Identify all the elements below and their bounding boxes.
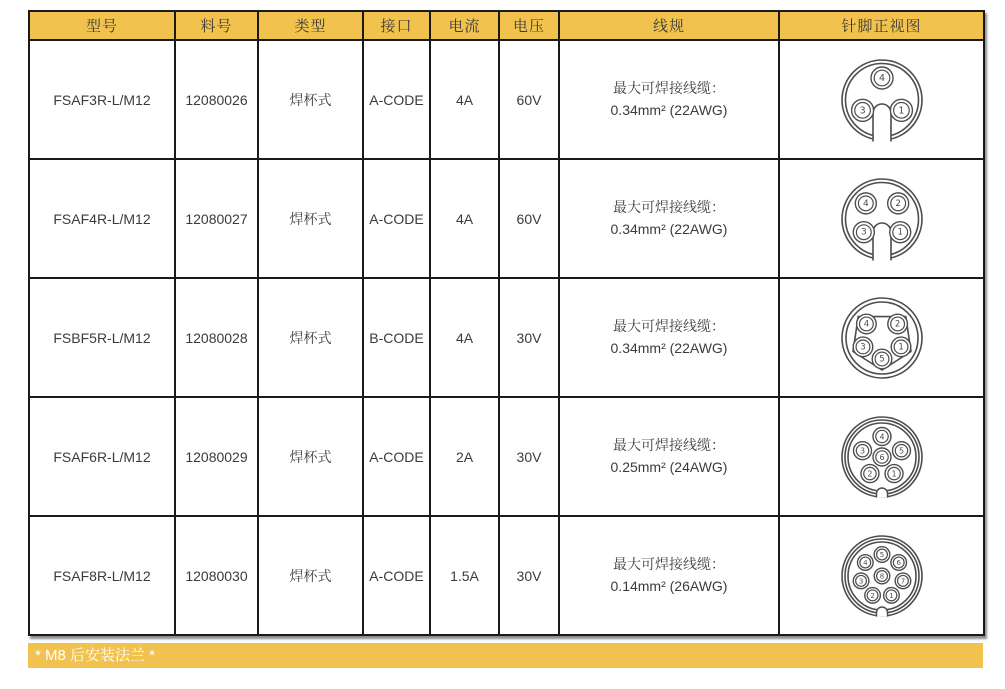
connector-spec-table: [28, 10, 985, 636]
cell-part-no: 12080028: [175, 278, 258, 397]
pin-diagram-3pin: [780, 52, 983, 148]
cell-pin-view: [779, 159, 984, 278]
cell-voltage: 30V: [499, 516, 559, 635]
col-header-wire-gauge: 线规: [559, 11, 779, 40]
col-header-type: 类型: [258, 11, 363, 40]
svg-text:2: 2: [869, 591, 875, 600]
svg-text:8: 8: [879, 572, 884, 580]
svg-text:3: 3: [858, 576, 863, 585]
svg-text:3: 3: [860, 227, 867, 238]
pin-diagram-6pin: [780, 409, 983, 505]
pin-diagram-4pin: [780, 171, 983, 267]
cell-interface: A-CODE: [363, 516, 430, 635]
cell-voltage: 30V: [499, 278, 559, 397]
cell-wire-gauge: [559, 278, 779, 397]
cell-wire-gauge: [559, 159, 779, 278]
cell-pin-view: [779, 397, 984, 516]
wire-gauge-line1: 最大可焊接线缆：: [613, 79, 725, 96]
cell-voltage: 30V: [499, 397, 559, 516]
svg-text:1: 1: [896, 227, 903, 238]
col-header-model: 型号: [29, 11, 175, 40]
svg-text:1: 1: [897, 104, 904, 116]
cell-current: 4A: [430, 159, 499, 278]
svg-text:4: 4: [863, 318, 869, 329]
svg-text:4: 4: [862, 558, 868, 567]
footer-note-text: * M8 后安装法兰 *: [35, 647, 156, 664]
svg-text:2: 2: [866, 469, 872, 479]
cell-part-no: 12080027: [175, 159, 258, 278]
cell-wire-gauge: [559, 516, 779, 635]
svg-text:4: 4: [878, 72, 885, 84]
header-row: [29, 11, 984, 40]
cell-model: FSBF5R-L/M12: [29, 278, 175, 397]
cell-voltage: 60V: [499, 40, 559, 159]
cell-type: 焊杯式: [258, 159, 363, 278]
wire-gauge-line2: 0.34mm² (22AWG): [610, 101, 728, 118]
cell-wire-gauge: [559, 397, 779, 516]
cell-part-no: 12080026: [175, 40, 258, 159]
cell-pin-view: [779, 40, 984, 159]
col-header-voltage: 电压: [499, 11, 559, 40]
cell-model: FSAF6R-L/M12: [29, 397, 175, 516]
cell-interface: A-CODE: [363, 40, 430, 159]
cell-type: 焊杯式: [258, 516, 363, 635]
footer-note-bar: [28, 643, 983, 668]
cell-pin-view: [779, 278, 984, 397]
svg-text:3: 3: [859, 104, 866, 116]
svg-text:1: 1: [888, 591, 894, 600]
svg-text:3: 3: [859, 341, 866, 352]
cell-type: 焊杯式: [258, 397, 363, 516]
table-row: [29, 159, 984, 278]
cell-model: FSAF3R-L/M12: [29, 40, 175, 159]
svg-text:1: 1: [891, 469, 897, 479]
svg-text:5: 5: [878, 354, 885, 364]
cell-part-no: 12080030: [175, 516, 258, 635]
col-header-pin-view: 针脚正视图: [779, 11, 984, 40]
svg-text:1: 1: [897, 341, 904, 352]
table-row: [29, 397, 984, 516]
cell-current: 2A: [430, 397, 499, 516]
cell-interface: B-CODE: [363, 278, 430, 397]
cell-current: 4A: [430, 278, 499, 397]
col-header-part-no: 料号: [175, 11, 258, 40]
wire-gauge-line1: 最大可焊接线缆：: [613, 555, 725, 572]
pin-diagram-5pin: [780, 290, 983, 386]
table-row: [29, 278, 984, 397]
pin-diagram-8pin: [780, 528, 983, 624]
wire-gauge-line1: 最大可焊接线缆：: [613, 198, 725, 215]
wire-gauge-line2: 0.25mm² (24AWG): [610, 458, 728, 475]
wire-gauge-line2: 0.34mm² (22AWG): [610, 220, 728, 237]
cell-model: FSAF4R-L/M12: [29, 159, 175, 278]
table-row: [29, 516, 984, 635]
svg-text:3: 3: [859, 446, 865, 456]
wire-gauge-line1: 最大可焊接线缆：: [613, 436, 725, 453]
svg-text:6: 6: [878, 452, 885, 462]
col-header-interface: 接口: [363, 11, 430, 40]
wire-gauge-line2: 0.14mm² (26AWG): [610, 577, 728, 594]
svg-text:4: 4: [878, 432, 885, 441]
svg-text:4: 4: [862, 198, 869, 209]
svg-text:6: 6: [895, 558, 901, 567]
wire-gauge-line1: 最大可焊接线缆：: [613, 317, 725, 334]
cell-voltage: 60V: [499, 159, 559, 278]
cell-wire-gauge: [559, 40, 779, 159]
cell-pin-view: [779, 516, 984, 635]
cell-interface: A-CODE: [363, 159, 430, 278]
svg-text:2: 2: [894, 198, 901, 209]
col-header-current: 电流: [430, 11, 499, 40]
cell-model: FSAF8R-L/M12: [29, 516, 175, 635]
svg-text:2: 2: [894, 318, 900, 329]
svg-text:5: 5: [879, 550, 884, 559]
table-row: [29, 40, 984, 159]
cell-type: 焊杯式: [258, 40, 363, 159]
wire-gauge-line2: 0.34mm² (22AWG): [610, 339, 728, 356]
cell-type: 焊杯式: [258, 278, 363, 397]
cell-interface: A-CODE: [363, 397, 430, 516]
cell-current: 1.5A: [430, 516, 499, 635]
svg-text:7: 7: [900, 576, 905, 585]
svg-text:5: 5: [898, 446, 904, 456]
cell-current: 4A: [430, 40, 499, 159]
cell-part-no: 12080029: [175, 397, 258, 516]
